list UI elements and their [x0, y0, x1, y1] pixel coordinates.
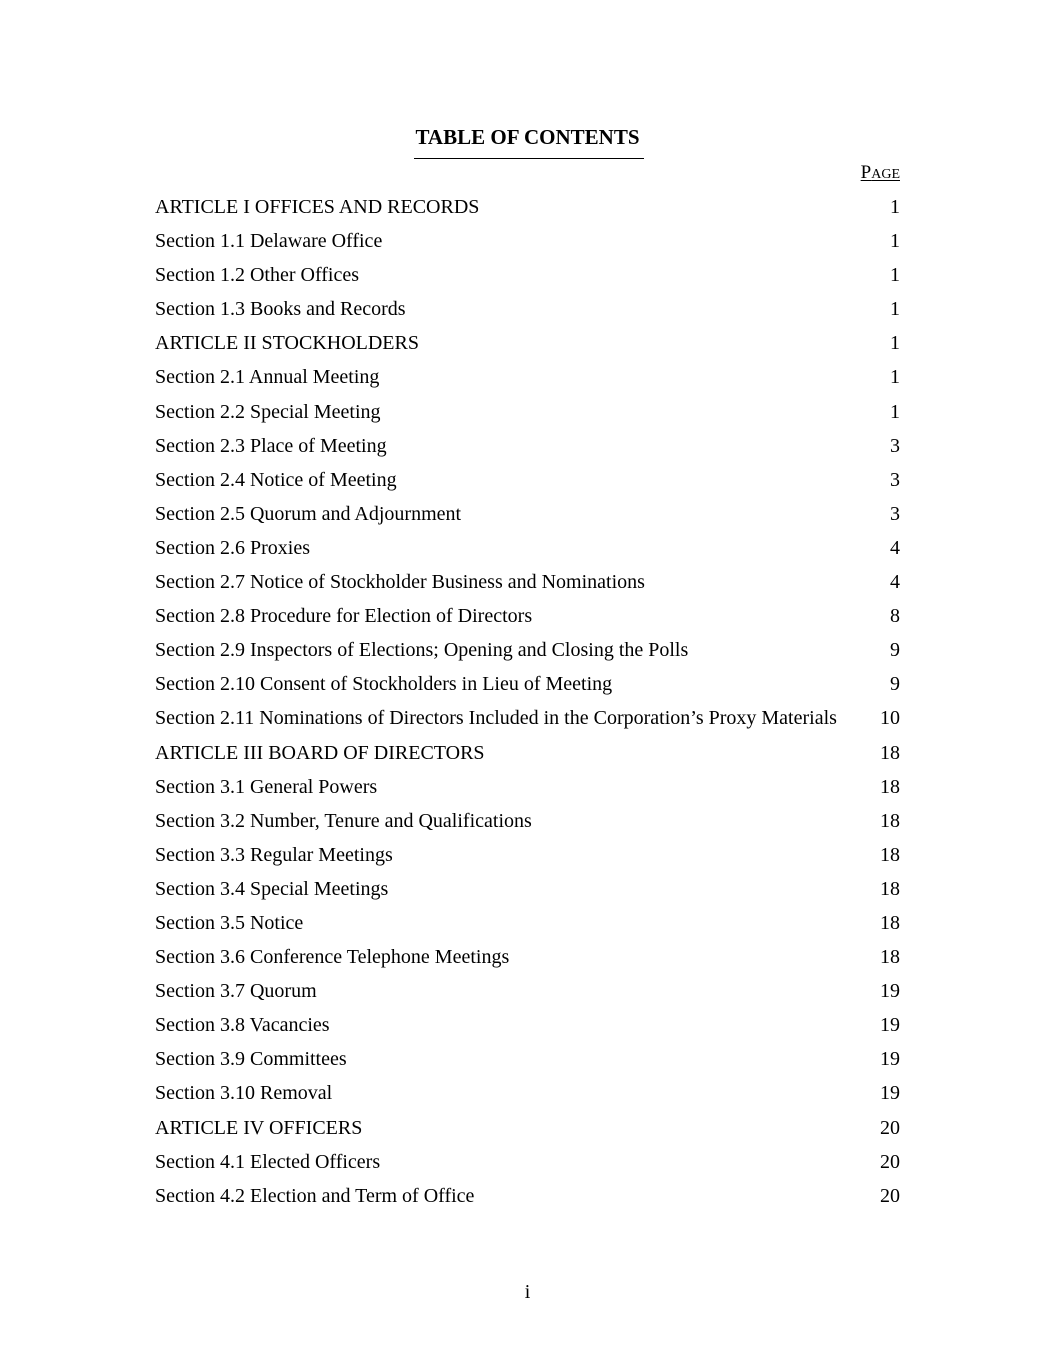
toc-entry[interactable] [155, 534, 900, 568]
toc-entry[interactable] [155, 500, 900, 534]
footer-page-number: i [524, 1281, 531, 1303]
toc-entry-page-number: 19 [880, 1014, 900, 1037]
toc-entry-page-number: 20 [880, 1116, 900, 1139]
toc-entry-label: Section 3.2 Number, Tenure and Qualifications [155, 809, 532, 832]
toc-entry[interactable] [155, 841, 900, 875]
toc-entry[interactable] [155, 432, 900, 466]
toc-entry-label: Section 1.2 Other Offices [155, 264, 360, 287]
toc-entry-page-number: 20 [880, 1150, 900, 1173]
toc-entry-page-number: 9 [890, 673, 900, 696]
toc-entry-page-number: 1 [890, 230, 900, 253]
toc-entry[interactable] [155, 704, 900, 738]
toc-entry-label: Section 2.11 Nominations of Directors Included in the Corporation’s Proxy Materials [155, 707, 837, 730]
toc-entry-label: Section 3.3 Regular Meetings [155, 843, 393, 866]
toc-entry-label: Section 2.4 Notice of Meeting [155, 468, 397, 491]
toc-entry-page-number: 1 [890, 264, 900, 287]
toc-entry-label: ARTICLE IV OFFICERS [155, 1116, 363, 1139]
toc-entry-page-number: 3 [890, 502, 900, 525]
toc-entry-label: Section 2.7 Notice of Stockholder Business and Nominations [155, 571, 645, 594]
toc-entry[interactable] [155, 977, 900, 1011]
toc-entry-label: Section 3.6 Conference Telephone Meetings [155, 946, 510, 969]
toc-entry[interactable] [155, 227, 900, 261]
toc-entry[interactable] [155, 1182, 900, 1216]
table-of-contents [155, 193, 900, 1216]
toc-entry-page-number: 9 [890, 639, 900, 662]
toc-entry-label: ARTICLE III BOARD OF DIRECTORS [155, 741, 485, 764]
toc-entry-label: Section 2.9 Inspectors of Elections; Opening and Closing the Polls [155, 639, 689, 662]
toc-entry-page-number: 10 [880, 707, 900, 730]
toc-entry[interactable] [155, 670, 900, 704]
toc-entry-page-number: 4 [890, 571, 900, 594]
toc-entry-label: Section 2.3 Place of Meeting [155, 434, 387, 457]
toc-entry-label: Section 3.4 Special Meetings [155, 877, 389, 900]
toc-entry[interactable] [155, 568, 900, 602]
toc-entry[interactable] [155, 1045, 900, 1079]
toc-entry-label: Section 4.1 Elected Officers [155, 1150, 381, 1173]
toc-entry-label: Section 2.10 Consent of Stockholders in Lieu of Meeting [155, 673, 613, 696]
toc-entry-label: Section 2.6 Proxies [155, 536, 310, 559]
toc-entry[interactable] [155, 636, 900, 670]
toc-entry-label: Section 3.8 Vacancies [155, 1014, 330, 1037]
page-title: TABLE OF CONTENTS [415, 125, 640, 149]
toc-entry[interactable] [155, 943, 900, 977]
toc-entry-page-number: 19 [880, 1082, 900, 1105]
toc-entry-page-number: 1 [890, 298, 900, 321]
toc-entry-page-number: 1 [890, 196, 900, 218]
toc-entry[interactable] [155, 807, 900, 841]
toc-entry-page-number: 3 [890, 468, 900, 491]
toc-entry-label: Section 2.5 Quorum and Adjournment [155, 502, 462, 525]
toc-entry[interactable] [155, 909, 900, 943]
toc-entry-page-number: 18 [880, 809, 900, 832]
toc-entry-label: Section 2.1 Annual Meeting [155, 366, 380, 389]
toc-entry-label: Section 4.2 Election and Term of Office [155, 1184, 475, 1207]
toc-entry[interactable] [155, 773, 900, 807]
toc-entry[interactable] [155, 875, 900, 909]
toc-entry-label: Section 1.1 Delaware Office [155, 230, 383, 253]
toc-entry-page-number: 19 [880, 1048, 900, 1071]
page-heading-initial: P [860, 162, 872, 183]
toc-entry[interactable] [155, 466, 900, 500]
toc-entry-label: Section 3.7 Quorum [155, 980, 317, 1003]
title-underline [414, 158, 644, 159]
toc-entry[interactable] [155, 1079, 900, 1113]
toc-entry-label: ARTICLE II STOCKHOLDERS [155, 332, 419, 355]
toc-entry-page-number: 1 [890, 400, 900, 423]
toc-entry-label: Section 2.2 Special Meeting [155, 400, 381, 423]
toc-entry-page-number: 8 [890, 605, 900, 628]
page-heading-smallcaps: AGE [871, 167, 900, 182]
toc-entry-label: ARTICLE I OFFICES AND RECORDS [155, 196, 480, 218]
toc-entry-label: Section 1.3 Books and Records [155, 298, 406, 321]
toc-entry-page-number: 19 [880, 980, 900, 1003]
toc-entry-page-number: 1 [890, 332, 900, 355]
toc-entry-label: Section 3.10 Removal [155, 1082, 333, 1105]
toc-entry-label: Section 3.5 Notice [155, 911, 304, 934]
toc-entry-page-number: 18 [880, 911, 900, 934]
toc-entry-label: Section 2.8 Procedure for Election of Directors [155, 605, 533, 628]
toc-entry[interactable] [155, 1148, 900, 1182]
toc-entry-page-number: 4 [890, 536, 900, 559]
toc-entry-page-number: 18 [880, 775, 900, 798]
page-column-heading [861, 161, 900, 187]
toc-entry-label: Section 3.9 Committees [155, 1048, 347, 1071]
toc-entry[interactable] [155, 329, 900, 363]
toc-entry-page-number: 18 [880, 946, 900, 969]
toc-entry[interactable] [155, 602, 900, 636]
toc-entry-page-number: 1 [890, 366, 900, 389]
toc-entry-label: Section 3.1 General Powers [155, 775, 378, 798]
toc-entry[interactable] [155, 398, 900, 432]
toc-entry-page-number: 3 [890, 434, 900, 457]
toc-entry[interactable] [155, 295, 900, 329]
toc-entry-page-number: 18 [880, 877, 900, 900]
toc-entry[interactable] [155, 1114, 900, 1148]
toc-entry[interactable] [155, 363, 900, 397]
toc-entry[interactable] [155, 739, 900, 773]
toc-entry-page-number: 18 [880, 741, 900, 764]
toc-entry-page-number: 18 [880, 843, 900, 866]
toc-entry[interactable] [155, 261, 900, 295]
toc-entry[interactable] [155, 193, 900, 227]
toc-entry[interactable] [155, 1011, 900, 1045]
toc-entry-page-number: 20 [880, 1184, 900, 1207]
